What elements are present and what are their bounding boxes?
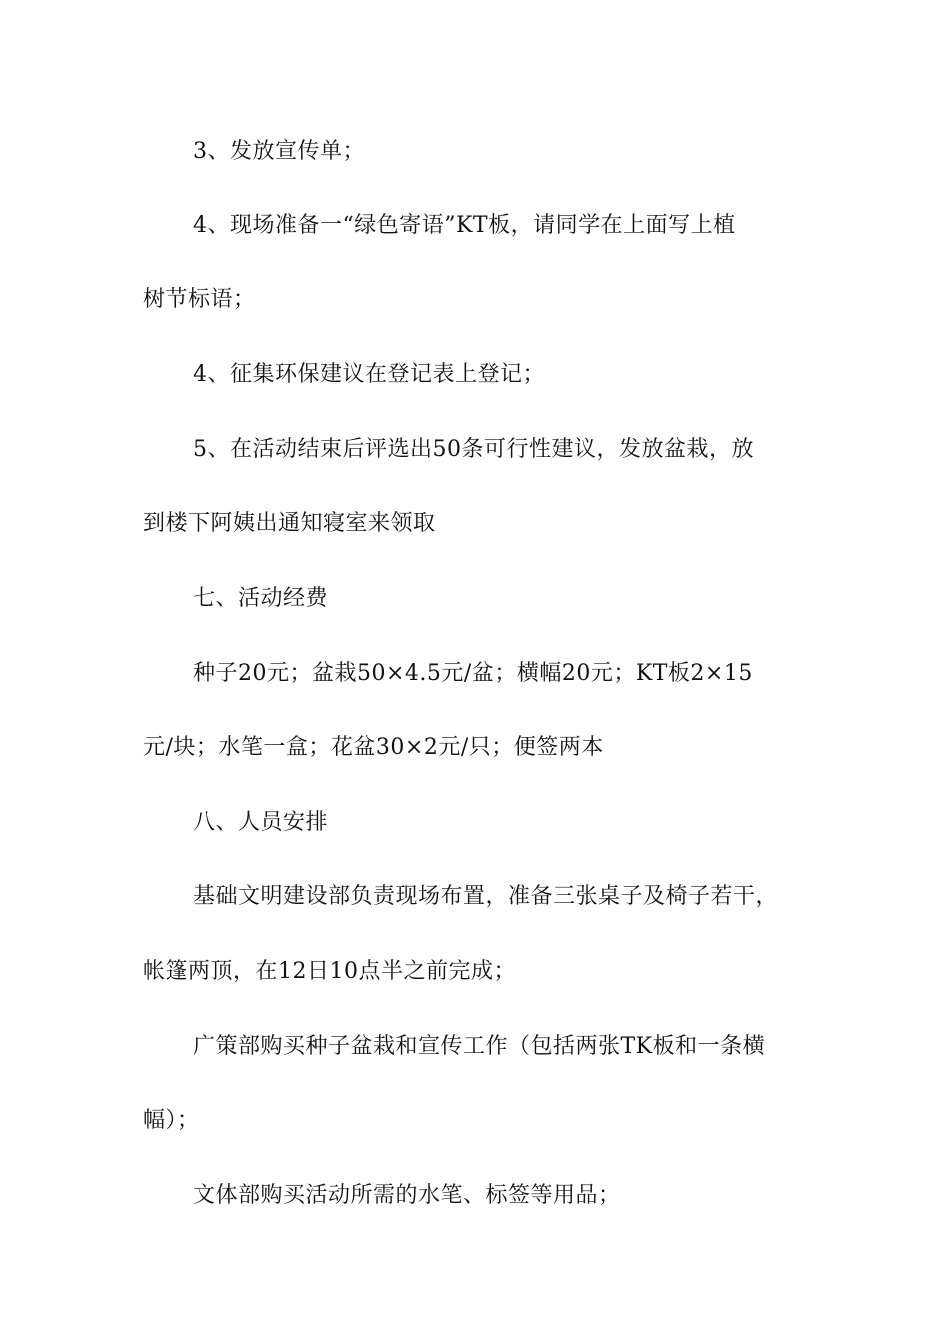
paragraph-line: 种子20元；盆栽50×4.5元/盆；横幅20元；KT板2×15: [193, 661, 753, 686]
paragraph-line: 4、征集环保建议在登记表上登记；: [193, 362, 545, 387]
paragraph-line: 帐篷两顶，在12日10点半之前完成；: [143, 959, 516, 984]
paragraph-line: 树节标语；: [143, 287, 256, 312]
paragraph-line: 基础文明建设部负责现场布置，准备三张桌子及椅子若干，: [193, 884, 779, 909]
paragraph-line: 5、在活动结束后评选出50条可行性建议，发放盆栽，放: [193, 437, 754, 462]
paragraph-line: 元/块；水笔一盒；花盆30×2元/只；便签两本: [143, 735, 604, 760]
paragraph-line: 到楼下阿姨出通知寝室来领取: [143, 511, 436, 536]
paragraph-line: 4、现场准备一“绿色寄语”KT板，请同学在上面写上植: [193, 213, 736, 238]
section-heading: 八、人员安排: [193, 810, 329, 835]
paragraph-line: 文体部购买活动所需的水笔、标签等用品；: [193, 1183, 621, 1208]
paragraph-line: 3、发放宣传单；: [193, 139, 365, 164]
paragraph-line: 幅）；: [143, 1108, 200, 1133]
paragraph-line: 广策部购买种子盆栽和宣传工作（包括两张TK板和一条横: [193, 1034, 766, 1059]
section-heading: 七、活动经费: [193, 586, 329, 611]
